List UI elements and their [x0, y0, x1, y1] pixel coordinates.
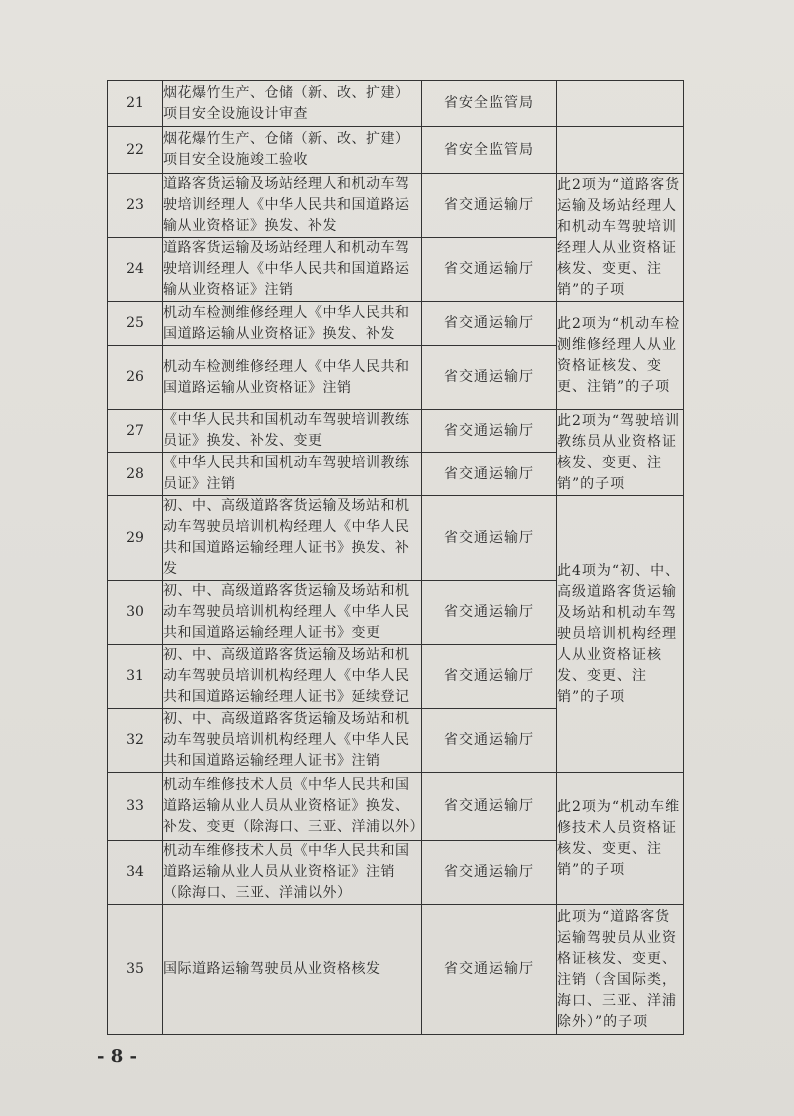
item-name: 初、中、高级道路客货运输及场站和机动车驾驶员培训机构经理人《中华人民共和国道路运输经理人证书》换发、补发 [163, 496, 422, 581]
row-number: 27 [108, 410, 163, 453]
item-name: 机动车维修技术人员《中华人民共和国道路运输从业人员从业资格证》注销（除海口、三亚、洋浦以外） [163, 841, 422, 905]
item-name: 初、中、高级道路客货运输及场站和机动车驾驶员培训机构经理人《中华人民共和国道路运输经理人证书》变更 [163, 581, 422, 645]
department: 省交通运输厅 [422, 905, 557, 1035]
department: 省交通运输厅 [422, 496, 557, 581]
item-name: 机动车检测维修经理人《中华人民共和国道路运输从业资格证》注销 [163, 346, 422, 410]
row-number: 22 [108, 127, 163, 174]
row-number: 31 [108, 645, 163, 709]
item-name: 烟花爆竹生产、仓储（新、改、扩建）项目安全设施设计审查 [163, 81, 422, 127]
row-number: 21 [108, 81, 163, 127]
item-name: 烟花爆竹生产、仓储（新、改、扩建）项目安全设施竣工验收 [163, 127, 422, 174]
row-number: 23 [108, 174, 163, 238]
department: 省安全监管局 [422, 81, 557, 127]
items-table [107, 80, 684, 1035]
department: 省交通运输厅 [422, 346, 557, 410]
group-note: 此2项为“机动车检测维修经理人从业资格证核发、变更、注销”的子项 [557, 302, 684, 410]
table-row [108, 773, 684, 841]
page-number: - 8 - [97, 1046, 137, 1067]
row-number: 34 [108, 841, 163, 905]
table-row [108, 905, 684, 1035]
note-cell-empty [557, 127, 684, 174]
department: 省交通运输厅 [422, 709, 557, 773]
department: 省安全监管局 [422, 127, 557, 174]
row-number: 32 [108, 709, 163, 773]
row-number: 25 [108, 302, 163, 346]
row-number: 29 [108, 496, 163, 581]
item-name: 《中华人民共和国机动车驾驶培训教练员证》换发、补发、变更 [163, 410, 422, 453]
row-number: 28 [108, 453, 163, 496]
row-number: 30 [108, 581, 163, 645]
table-row [108, 410, 684, 453]
group-note: 此2项为“机动车维修技术人员资格证核发、变更、注销”的子项 [557, 773, 684, 905]
item-name: 初、中、高级道路客货运输及场站和机动车驾驶员培训机构经理人《中华人民共和国道路运输经理人证书》注销 [163, 709, 422, 773]
note-cell-empty [557, 81, 684, 127]
row-number: 33 [108, 773, 163, 841]
item-name: 机动车检测维修经理人《中华人民共和国道路运输从业资格证》换发、补发 [163, 302, 422, 346]
row-number: 26 [108, 346, 163, 410]
row-number: 35 [108, 905, 163, 1035]
item-name: 《中华人民共和国机动车驾驶培训教练员证》注销 [163, 453, 422, 496]
group-note: 此4项为“初、中、高级道路客货运输及场站和机动车驾驶员培训机构经理人从业资格证核发、变更、注销”的子项 [557, 496, 684, 773]
department: 省交通运输厅 [422, 302, 557, 346]
group-note: 此2项为“驾驶培训教练员从业资格证核发、变更、注销”的子项 [557, 410, 684, 496]
department: 省交通运输厅 [422, 841, 557, 905]
row-number: 24 [108, 238, 163, 302]
item-name: 机动车维修技术人员《中华人民共和国道路运输从业人员从业资格证》换发、补发、变更（除海口、三亚、洋浦以外） [163, 773, 422, 841]
table-row [108, 174, 684, 238]
department: 省交通运输厅 [422, 645, 557, 709]
item-name: 道路客货运输及场站经理人和机动车驾驶培训经理人《中华人民共和国道路运输从业资格证》换发、补发 [163, 174, 422, 238]
department: 省交通运输厅 [422, 238, 557, 302]
department: 省交通运输厅 [422, 773, 557, 841]
table-row [108, 496, 684, 581]
item-name: 初、中、高级道路客货运输及场站和机动车驾驶员培训机构经理人《中华人民共和国道路运输经理人证书》延续登记 [163, 645, 422, 709]
department: 省交通运输厅 [422, 174, 557, 238]
item-name: 道路客货运输及场站经理人和机动车驾驶培训经理人《中华人民共和国道路运输从业资格证》注销 [163, 238, 422, 302]
department: 省交通运输厅 [422, 581, 557, 645]
department: 省交通运输厅 [422, 453, 557, 496]
table-row [108, 127, 684, 174]
item-name: 国际道路运输驾驶员从业资格核发 [163, 905, 422, 1035]
group-note: 此项为“道路客货运输驾驶员从业资格证核发、变更、注销（含国际类，海口、三亚、洋浦除外）”的子项 [557, 905, 684, 1035]
department: 省交通运输厅 [422, 410, 557, 453]
table-row [108, 302, 684, 346]
group-note: 此2项为“道路客货运输及场站经理人和机动车驾驶培训经理人从业资格证核发、变更、注销”的子项 [557, 174, 684, 302]
table-row [108, 81, 684, 127]
